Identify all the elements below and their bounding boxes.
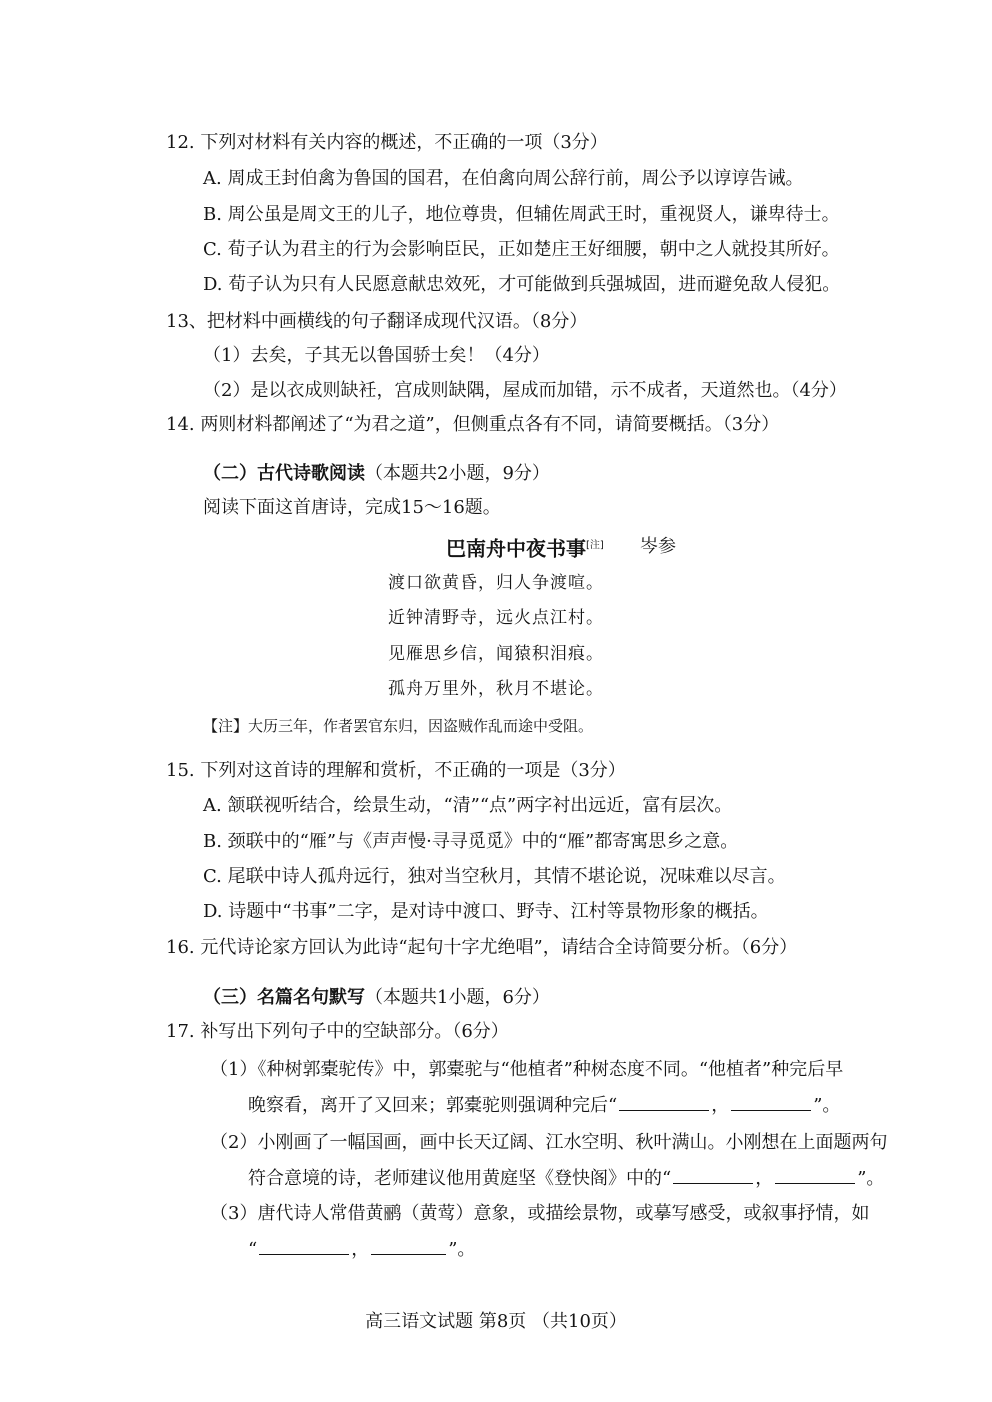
q12-option-c: C. 荀子认为君主的行为会影响臣民，正如楚庄王好细腰，朝中之人就投其所好。 [203,239,840,260]
poem-line-2: 近钟清野寺，远火点江村。 [388,608,604,628]
q13-item-2: （2）是以衣成则缺衽，宫成则缺隅，屋成而加错，示不成者，天道然也。（4分） [203,380,847,401]
q17-item-3-blank-2[interactable] [371,1236,446,1255]
q12-stem: 12. 下列对材料有关内容的概述，不正确的一项（3分） [166,132,608,153]
q13-stem: 13、把材料中画横线的句子翻译成现代汉语。（8分） [166,311,588,332]
page-footer: 高三语文试题 第8页 （共10页） [365,1311,627,1332]
poem-note: 【注】大历三年，作者罢官东归，因盗贼作乱而途中受阻。 [203,717,594,735]
q12-option-a: A. 周成王封伯禽为鲁国的国君，在伯禽向周公辞行前，周公予以谆谆告诫。 [203,168,804,189]
q17-item-3-line-1: （3）唐代诗人常借黄鹂（黄莺）意象，或描绘景物，或摹写感受，或叙事抒情，如 [210,1203,870,1224]
q17-item-3-text: “ [248,1239,258,1260]
q17-item-2-text: 符合意境的诗，老师建议他用黄庭坚《登快阁》中的“ [248,1168,672,1189]
q13-item-1: （1）去矣，子其无以鲁国骄士矣！（4分） [203,345,550,366]
q17-item-2-blank-2[interactable] [775,1165,855,1184]
q12-option-b: B. 周公虽是周文王的儿子，地位尊贵，但辅佐周武王时，重视贤人，谦卑待士。 [203,204,840,225]
q15-stem: 15. 下列对这首诗的理解和赏析，不正确的一项是（3分） [166,760,626,781]
q17-item-3-blank-1[interactable] [259,1236,349,1255]
section-2-title: （二）古代诗歌阅读 [203,463,365,484]
q17-item-2-line-1: （2）小刚画了一幅国画，画中长天辽阔、江水空明、秋叶满山。小刚想在上面题两句 [210,1132,888,1153]
poem-line-4: 孤舟万里外，秋月不堪论。 [388,679,604,699]
q15-option-d: D. 诗题中“书事”二字，是对诗中渡口、野寺、江村等景物形象的概括。 [203,901,769,922]
poem-title-text: 巴南舟中夜书事 [446,536,586,561]
poem-line-1: 渡口欲黄昏，归人争渡喧。 [388,573,604,593]
section-2-info: （本题共2小题，9分） [365,463,550,484]
q15-option-b: B. 颈联中的“雁”与《声声慢·寻寻觅觅》中的“雁”都寄寓思乡之意。 [203,831,739,852]
q17-item-1-text: 晚察看，离开了又回来；郭橐驼则强调种完后“ [248,1095,618,1116]
q15-option-a: A. 颔联视听结合，绘景生动，“清”“点”两字衬出远近，富有层次。 [203,795,733,816]
q17-item-2-line-2 [248,1165,884,1191]
poem-line-3: 见雁思乡信，闻猿积泪痕。 [388,644,604,664]
q17-item-1-close: ”。 [813,1095,841,1116]
q17-item-2-blank-1[interactable] [673,1165,753,1184]
q17-item-2-close: ”。 [857,1168,885,1189]
section-3-info: （本题共1小题，6分） [365,987,550,1008]
q16-stem: 16. 元代诗论家方回认为此诗“起句十字尤绝唱”，请结合全诗简要分析。（6分） [166,937,798,958]
poem-title [446,533,604,559]
q14-stem: 14. 两则材料都阐述了“为君之道”，但侧重点各有不同，请简要概括。（3分） [166,414,780,435]
q17-item-1-blank-2[interactable] [731,1092,811,1111]
q17-item-3-comma: ， [351,1239,370,1260]
q17-item-3-close: ”。 [448,1239,476,1260]
section-2-instruction: 阅读下面这首唐诗，完成15～16题。 [203,497,501,518]
q17-item-1-comma: ， [711,1095,730,1116]
section-2-heading [203,461,550,487]
poem-note-marker: [注] [586,540,604,551]
q17-item-2-comma: ， [755,1168,774,1189]
q17-item-3-line-2 [248,1236,475,1262]
section-3-heading [203,985,550,1011]
q15-option-c: C. 尾联中诗人孤舟远行，独对当空秋月，其情不堪论说，况味难以尽言。 [203,866,786,887]
q17-item-1-blank-1[interactable] [619,1092,709,1111]
section-3-title: （三）名篇名句默写 [203,987,365,1008]
q17-item-1-line-1: （1）《种树郭橐驼传》中，郭橐驼与“他植者”种树态度不同。“他植者”种完后早 [210,1059,844,1080]
poem-author: 岑参 [640,536,676,557]
q12-option-d: D. 荀子认为只有人民愿意献忠效死，才可能做到兵强城固，进而避免敌人侵犯。 [203,274,841,295]
q17-item-1-line-2 [248,1092,840,1118]
q17-stem: 17. 补写出下列句子中的空缺部分。（6分） [166,1021,509,1042]
